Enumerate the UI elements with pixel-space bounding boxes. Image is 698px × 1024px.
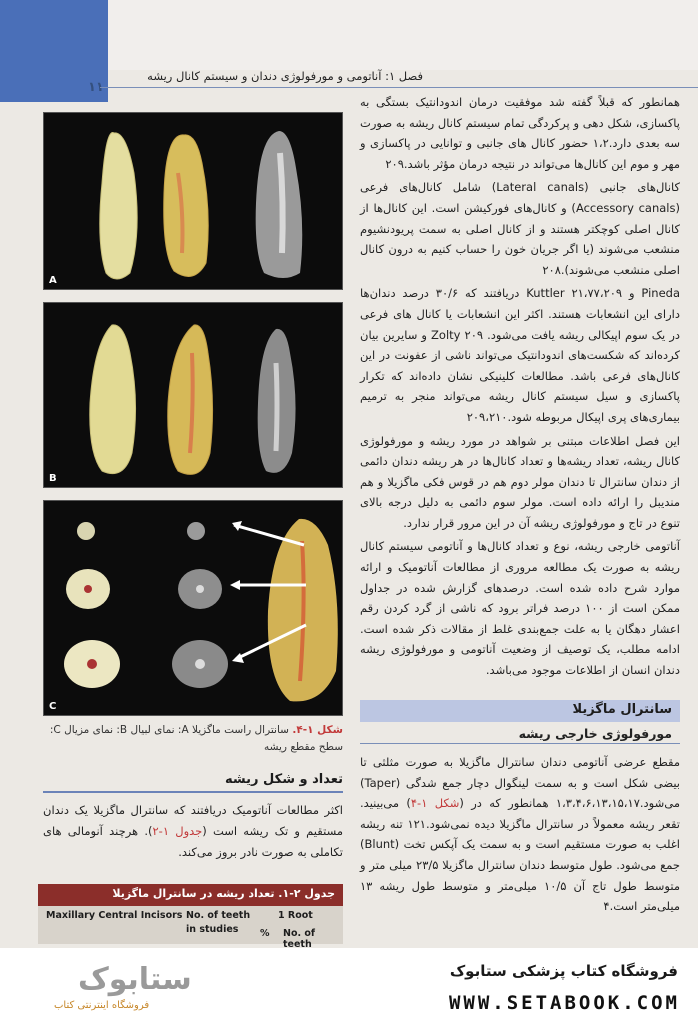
root-count-paragraph bbox=[43, 800, 343, 863]
figure-panel-b bbox=[43, 302, 343, 488]
external-morphology-paragraph bbox=[360, 752, 680, 917]
section-title-bar: سانترال ماگزیلا bbox=[360, 700, 680, 722]
store-url[interactable]: WWW.SETABOOK.COM bbox=[448, 992, 680, 1014]
paragraph-text-end: ). هرچند آنومالی های تکاملی به صورت نادر بروز می‌کند. bbox=[43, 824, 343, 859]
panel-letter-a: A bbox=[49, 275, 57, 286]
paragraph-chapter-scope: این فصل اطلاعات مبتنی بر شواهد در مورد ریشه و مورفولوژی کانال ریشه، تعداد ریشه‌ها و تعداد کانال‌ها در هر ریشه دندان دائمی از دندان سانترال تا دندان مولر دوم هم در قوس فکی ماگزیلا و هم مندیبل را ارائه داده است. مولر سوم دائمی به دلیل درجه بالای تنوع در تاج و مورفولوژی ریشه آن در این مرور قرار ندارد. bbox=[360, 433, 680, 530]
table-col-no-teeth: No. of teeth bbox=[283, 928, 316, 948]
paragraph-review-method: آناتومی خارجی ریشه، نوع و تعداد کانال‌ها و آناتومی سیستم کانال ریشه به صورت یک مطالعه مروری از مطالعات آناتومیک و ارائه موارد شرح داده شده است. درصدهای گزارش شده در جداول ممکن است از ۱۰۰ درصد فراتر برود که ناشی از گرد کردن رقم اعشار دهگان یا به علت جمع‌بندی غلط از مقالات ذکر شده است. ادامه مطلب، یک توصیف از وضعیت آناتومی و مورفولوژی ریشه دندان انسان از اطلاعات موجود می‌باشد. bbox=[360, 539, 680, 678]
table-col-count-line2: in studies bbox=[186, 924, 239, 935]
tooth-views-labial bbox=[44, 113, 344, 291]
table-header bbox=[38, 906, 343, 948]
paragraph-text: اکثر مطالعات آناتومیک دریافتند که سانترال ماگزیلا یک دندان مستقیم و تک ریشه است ( bbox=[43, 803, 343, 838]
panel-letter-c: C bbox=[49, 701, 57, 712]
figure-caption bbox=[43, 722, 343, 756]
table-col-one-root: 1 Root bbox=[278, 910, 313, 921]
table-col-teeth-type: Maxillary Central Incisors bbox=[46, 910, 183, 921]
table-col-percent: % bbox=[260, 928, 270, 939]
right-column-text bbox=[360, 92, 680, 684]
table-col-count-line1: No. of teeth bbox=[186, 910, 251, 921]
tooth-views-mesial bbox=[44, 303, 344, 489]
running-head: فصل ۱: آناتومی و مورفولوژی دندان و سیستم کانال ریشه bbox=[100, 66, 698, 88]
panel-letter-b: B bbox=[49, 473, 57, 484]
figure-caption-text: سانترال راست ماگزیلا A: نمای لبیال B: نمای مزیال C: سطح مقطع ریشه bbox=[49, 724, 343, 753]
page-number: ۱۱ bbox=[88, 80, 104, 95]
figure-reference: شکل ۱-۴ bbox=[410, 796, 460, 811]
paragraph-success: همانطور که قبلاً گفته شد موفقیت درمان اندودانتیک بستگی به پاکسازی، شکل دهی و پرکردگی تمام سیستم کانال ریشه به صورت سه بعدی دارد.۱،۲ حضور کانال های جانبی و توانایی در پاکسازی و مهر و موم این کانال‌ها می‌تواند در نتیجه درمان مؤثر باشد.۲۰۹ bbox=[360, 95, 681, 171]
figure-panel-c bbox=[43, 500, 343, 716]
figure-panel-a bbox=[43, 112, 343, 290]
paragraph-text: مقطع عرضی آناتومی دندان سانترال ماگزیلا به صورت مثلثی تا بیضی شکل است و به سمت لینگوال دچار جمع شدگی (Taper) می‌شود.۱،۳،۴،۶،۱۳،۱۵،۱۷ همانطور که در ( bbox=[360, 755, 680, 811]
section-heading-root-count: تعداد و شکل ریشه bbox=[43, 772, 343, 793]
logo-wordmark: ستابوک bbox=[78, 962, 192, 997]
tooth-cross-sections bbox=[44, 501, 344, 717]
table-title: جدول ۲-۱. تعداد ریشه در سانترال ماگزیلا bbox=[38, 884, 343, 906]
paragraph-text-end: ) می‌بینید. تقعر ریشه معمولاً در سانترال ماگزیلا دیده نمی‌شود.۱۲۱ تنه ریشه اغلب به صورت مستقیم است و به سمت یک آپکس تخت (Blunt) جمع می‌شود. طول متوسط دندان سانترال ماگزیلا ۲۳/۵ میلی متر و متوسط طول تاج آن ۱۰/۵ میلی‌متر و متوسط طول ریشه ۱۳ میلی‌متر است.۴ bbox=[360, 796, 680, 914]
table-reference: جدول ۱-۲ bbox=[152, 824, 203, 838]
paragraph-ramifications: Pineda و Kuttler ۲۱،۷۷،۲۰۹ دریافتند که ۳۰/۶ درصد دندان‌ها دارای این انشعابات هستند. اکثر این انشعابات یا کانال های فرعی در یک سوم اپیکالی ریشه یافت می‌شود. Zolty ۲۰۹ و سایرین بیان کرده‌اند که شکست‌های اندودانتیک می‌تواند ناشی از عفونت در این کانال‌های فرعی باشد. مطالعات کلینیکی نشان داده‌اند که تکرار پاکسازی و سیل سیستم کانال ریشه می‌تواند منجر به ترمیم بیماری‌های پری اپیکال مربوطه شود.۲۰۹،۲۱۰ bbox=[360, 286, 680, 424]
subheading-external-morphology: مورفولوژی خارجی ریشه bbox=[360, 724, 680, 744]
logo-tagline: فروشگاه اینترنتی کتاب bbox=[54, 1000, 150, 1011]
store-name: فروشگاه کتاب پزشکی ستابوک bbox=[449, 962, 678, 980]
paragraph-lateral-canals: کانال‌های جانبی (Lateral canals) شامل کانال‌های فرعی (Accessory canals) و کانال‌های فورکیشن است. این کانال‌ها از کانال اصلی کوچکتر هستند و از کانال اصلی به سمت پریودنشیوم منشعب می‌شوند (یا اگر جریان خون را حساب کنیم به درون کانال اصلی منشعب می‌شوند).۲۰۸ bbox=[360, 180, 680, 277]
figure-caption-label: شکل ۱-۴. bbox=[292, 724, 343, 736]
